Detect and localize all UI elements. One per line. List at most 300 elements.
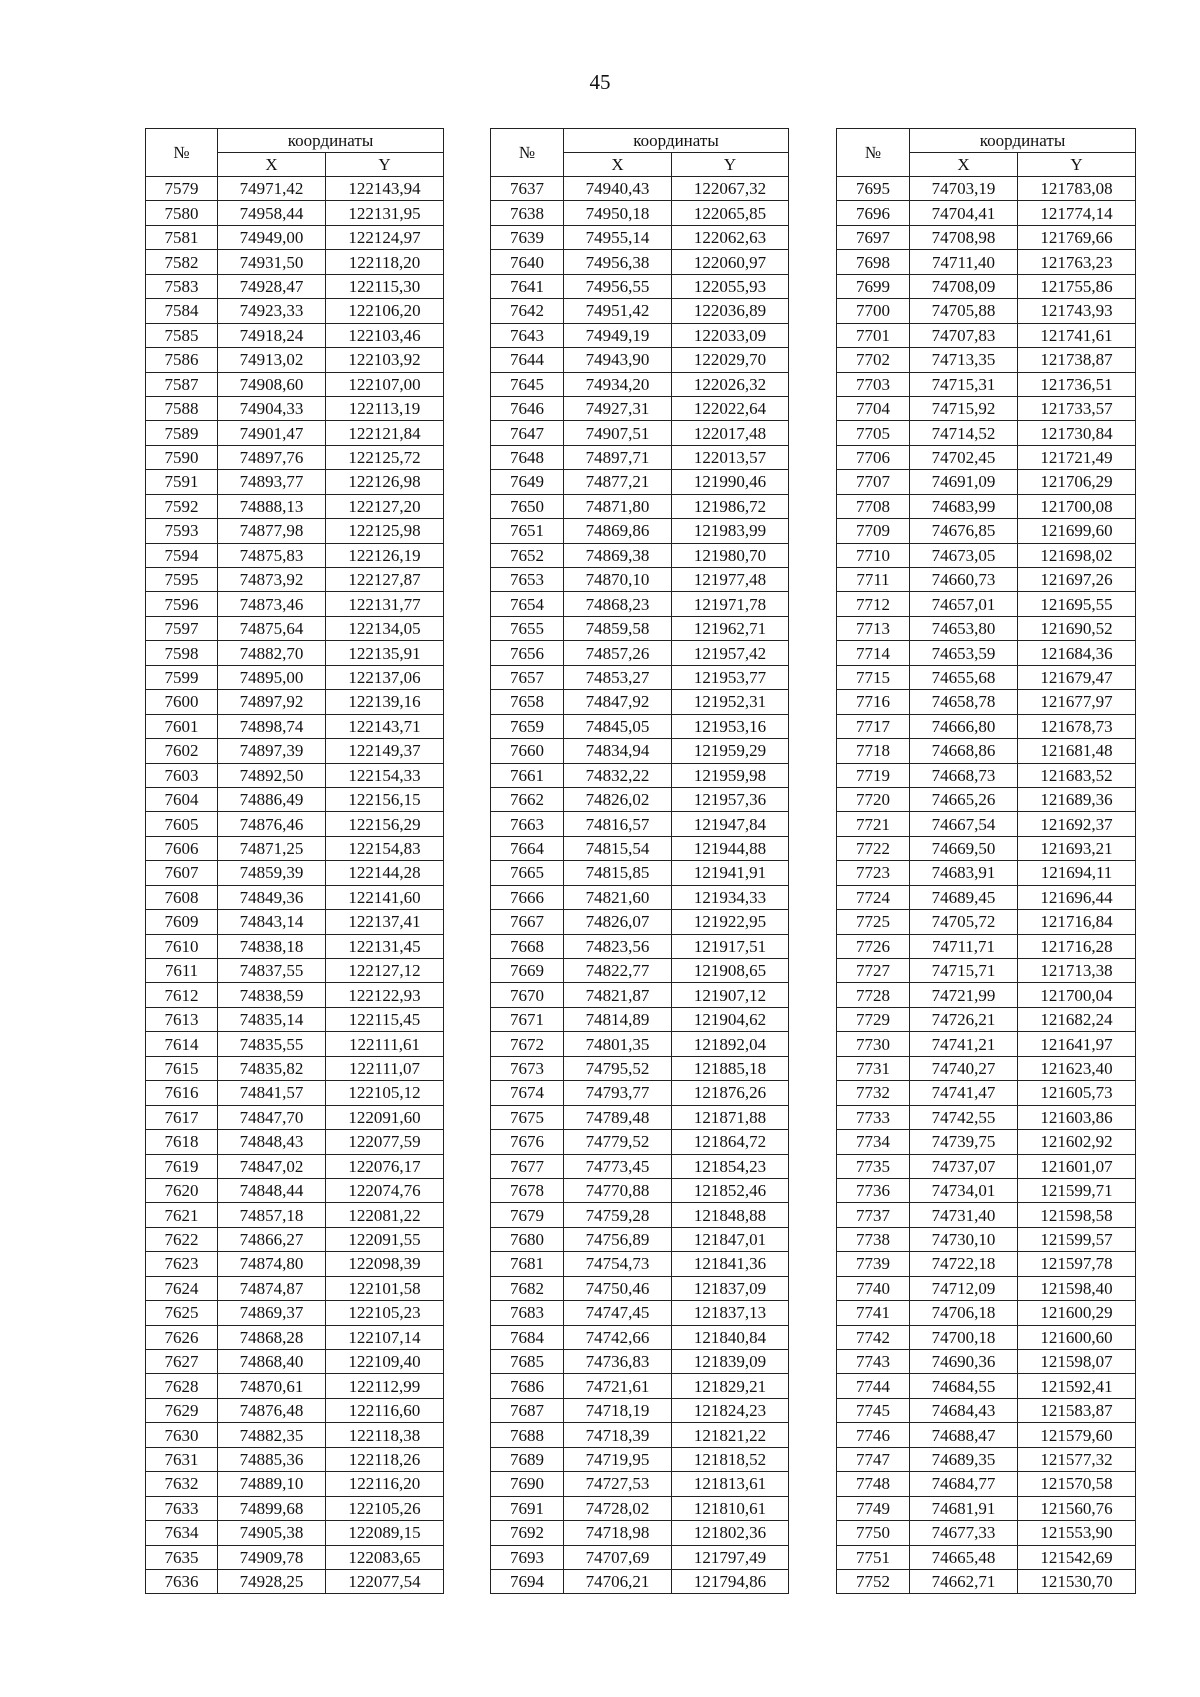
point-number-cell: 7718 [837,739,910,763]
point-number-cell: 7649 [491,470,564,494]
table-row [146,1081,444,1105]
table-row [491,763,789,787]
y-coordinate-cell: 121698,02 [1018,543,1136,567]
table-row [491,1545,789,1569]
x-coordinate-cell: 74951,42 [564,299,672,323]
x-coordinate-cell: 74702,45 [910,445,1018,469]
point-number-cell: 7714 [837,641,910,665]
y-coordinate-cell: 121837,09 [672,1276,789,1300]
table-row [146,348,444,372]
x-coordinate-cell: 74859,39 [218,861,326,885]
point-number-cell: 7743 [837,1350,910,1374]
x-coordinate-cell: 74719,95 [564,1447,672,1471]
table-row [837,1130,1136,1154]
y-coordinate-cell: 122036,89 [672,299,789,323]
x-coordinate-cell: 74653,59 [910,641,1018,665]
point-number-cell: 7638 [491,201,564,225]
table-row [146,616,444,640]
table-row [491,739,789,763]
y-coordinate-cell: 122137,41 [326,910,444,934]
table-row [491,1105,789,1129]
x-coordinate-cell: 74897,92 [218,690,326,714]
y-coordinate-cell: 121682,24 [1018,1007,1136,1031]
y-coordinate-cell: 121598,07 [1018,1350,1136,1374]
table-row [491,299,789,323]
y-coordinate-cell: 121738,87 [1018,348,1136,372]
table-row [491,1350,789,1374]
table-row [146,543,444,567]
y-coordinate-cell: 121542,69 [1018,1545,1136,1569]
x-coordinate-cell: 74904,33 [218,396,326,420]
x-coordinate-cell: 74676,85 [910,519,1018,543]
table-row [837,225,1136,249]
point-number-cell: 7604 [146,787,218,811]
point-number-cell: 7724 [837,885,910,909]
x-coordinate-cell: 74908,60 [218,372,326,396]
table-row [491,1276,789,1300]
point-number-cell: 7623 [146,1252,218,1276]
point-number-cell: 7747 [837,1447,910,1471]
x-coordinate-cell: 74741,21 [910,1032,1018,1056]
x-coordinate-cell: 74869,86 [564,519,672,543]
x-coordinate-cell: 74949,19 [564,323,672,347]
x-coordinate-cell: 74835,55 [218,1032,326,1056]
table-row [146,1545,444,1569]
x-coordinate-cell: 74770,88 [564,1178,672,1202]
y-coordinate-cell: 122139,16 [326,690,444,714]
point-number-cell: 7691 [491,1496,564,1520]
y-coordinate-cell: 121986,72 [672,494,789,518]
x-coordinate-cell: 74874,80 [218,1252,326,1276]
y-coordinate-cell: 121683,52 [1018,763,1136,787]
table-row [146,812,444,836]
point-number-cell: 7672 [491,1032,564,1056]
x-coordinate-cell: 74669,50 [910,836,1018,860]
x-coordinate-cell: 74665,26 [910,787,1018,811]
point-number-cell: 7594 [146,543,218,567]
y-coordinate-cell: 122111,61 [326,1032,444,1056]
y-coordinate-cell: 122083,65 [326,1545,444,1569]
x-coordinate-cell: 74657,01 [910,592,1018,616]
point-number-cell: 7599 [146,665,218,689]
point-number-cell: 7750 [837,1521,910,1545]
y-coordinate-cell: 121716,84 [1018,910,1136,934]
y-coordinate-cell: 122156,29 [326,812,444,836]
y-coordinate-cell: 121953,77 [672,665,789,689]
y-coordinate-cell: 122126,98 [326,470,444,494]
y-coordinate-cell: 121962,71 [672,616,789,640]
table-header [837,129,1136,177]
point-number-cell: 7639 [491,225,564,249]
y-coordinate-cell: 122154,33 [326,763,444,787]
x-coordinate-cell: 74847,02 [218,1154,326,1178]
x-coordinate-cell: 74907,51 [564,421,672,445]
y-coordinate-cell: 122081,22 [326,1203,444,1227]
y-coordinate-cell: 121818,52 [672,1447,789,1471]
point-number-cell: 7723 [837,861,910,885]
x-coordinate-cell: 74958,44 [218,201,326,225]
y-coordinate-cell: 122131,45 [326,934,444,958]
point-number-cell: 7678 [491,1178,564,1202]
table-row [146,1423,444,1447]
table-row [837,1325,1136,1349]
table-row [146,1521,444,1545]
x-coordinate-cell: 74885,36 [218,1447,326,1471]
table-row [491,910,789,934]
point-number-cell: 7662 [491,787,564,811]
x-coordinate-cell: 74871,25 [218,836,326,860]
x-coordinate-cell: 74665,48 [910,1545,1018,1569]
y-coordinate-cell: 121600,29 [1018,1301,1136,1325]
y-coordinate-cell: 122137,06 [326,665,444,689]
point-number-cell: 7658 [491,690,564,714]
x-coordinate-cell: 74681,91 [910,1496,1018,1520]
x-coordinate-cell: 74848,44 [218,1178,326,1202]
table-row [491,421,789,445]
x-coordinate-cell: 74821,60 [564,885,672,909]
point-number-cell: 7716 [837,690,910,714]
point-number-cell: 7614 [146,1032,218,1056]
table-row [491,959,789,983]
point-number-cell: 7592 [146,494,218,518]
table-row [837,836,1136,860]
table-row [837,1227,1136,1251]
coordinates-table-3 [836,128,1136,1594]
table-row [146,885,444,909]
table-body [146,177,444,1594]
y-coordinate-cell: 121957,42 [672,641,789,665]
y-coordinate-cell: 122144,28 [326,861,444,885]
x-coordinate-cell: 74835,14 [218,1007,326,1031]
y-coordinate-cell: 121713,38 [1018,959,1136,983]
point-number-cell: 7730 [837,1032,910,1056]
y-coordinate-cell: 121689,36 [1018,787,1136,811]
point-number-cell: 7674 [491,1081,564,1105]
y-coordinate-cell: 122089,15 [326,1521,444,1545]
x-coordinate-cell: 74741,47 [910,1081,1018,1105]
y-coordinate-cell: 121583,87 [1018,1398,1136,1422]
point-number-cell: 7580 [146,201,218,225]
x-coordinate-cell: 74826,07 [564,910,672,934]
x-column-header: X [910,153,1018,177]
y-coordinate-cell: 121530,70 [1018,1569,1136,1593]
y-coordinate-cell: 122143,71 [326,714,444,738]
table-row [146,1056,444,1080]
table-row [146,739,444,763]
y-coordinate-cell: 121641,97 [1018,1032,1136,1056]
point-number-cell: 7694 [491,1569,564,1593]
table-row [491,1301,789,1325]
point-number-cell: 7608 [146,885,218,909]
table-row [491,1496,789,1520]
table-row [491,1521,789,1545]
table-row [837,519,1136,543]
point-number-cell: 7711 [837,568,910,592]
x-coordinate-cell: 74706,18 [910,1301,1018,1325]
point-number-cell: 7679 [491,1203,564,1227]
x-coordinate-cell: 74816,57 [564,812,672,836]
x-coordinate-cell: 74826,02 [564,787,672,811]
point-number-cell: 7610 [146,934,218,958]
x-coordinate-cell: 74722,18 [910,1252,1018,1276]
point-number-cell: 7663 [491,812,564,836]
point-number-cell: 7644 [491,348,564,372]
x-coordinate-cell: 74949,00 [218,225,326,249]
y-coordinate-cell: 121802,36 [672,1521,789,1545]
y-coordinate-cell: 122154,83 [326,836,444,860]
table-row [146,1203,444,1227]
coordinates-table-2 [490,128,789,1594]
point-number-cell: 7732 [837,1081,910,1105]
x-coordinate-cell: 74795,52 [564,1056,672,1080]
table-row [837,494,1136,518]
table-row [491,1374,789,1398]
y-coordinate-cell: 121841,36 [672,1252,789,1276]
table-row [491,543,789,567]
x-coordinate-cell: 74847,92 [564,690,672,714]
y-coordinate-cell: 121797,49 [672,1545,789,1569]
y-coordinate-cell: 121959,98 [672,763,789,787]
point-number-cell: 7629 [146,1398,218,1422]
point-number-cell: 7705 [837,421,910,445]
table-row [146,641,444,665]
table-row [491,1007,789,1031]
x-coordinate-cell: 74874,87 [218,1276,326,1300]
point-number-cell: 7656 [491,641,564,665]
y-coordinate-cell: 121741,61 [1018,323,1136,347]
table-row [491,1569,789,1593]
point-number-cell: 7704 [837,396,910,420]
table-row [837,1056,1136,1080]
x-coordinate-cell: 74849,36 [218,885,326,909]
point-number-cell: 7582 [146,250,218,274]
table-row [146,372,444,396]
x-coordinate-cell: 74882,35 [218,1423,326,1447]
y-coordinate-cell: 121605,73 [1018,1081,1136,1105]
point-number-cell: 7645 [491,372,564,396]
table-row [491,787,789,811]
y-coordinate-cell: 121681,48 [1018,739,1136,763]
point-number-cell: 7722 [837,836,910,860]
table-row [146,934,444,958]
y-coordinate-cell: 121952,31 [672,690,789,714]
x-coordinate-cell: 74928,25 [218,1569,326,1593]
table-row [146,714,444,738]
x-coordinate-cell: 74756,89 [564,1227,672,1251]
point-number-cell: 7667 [491,910,564,934]
y-coordinate-cell: 122077,59 [326,1130,444,1154]
point-number-cell: 7668 [491,934,564,958]
point-number-cell: 7751 [837,1545,910,1569]
table-row [491,1056,789,1080]
table-row [146,1447,444,1471]
table-row [491,1081,789,1105]
x-coordinate-cell: 74711,71 [910,934,1018,958]
table-row [146,1130,444,1154]
x-coordinate-cell: 74875,83 [218,543,326,567]
y-coordinate-cell: 121840,84 [672,1325,789,1349]
x-coordinate-cell: 74927,31 [564,396,672,420]
table-row [491,1325,789,1349]
x-coordinate-cell: 74822,77 [564,959,672,983]
header-row [146,129,444,153]
number-column-header: № [837,129,910,177]
y-coordinate-cell: 122122,93 [326,983,444,1007]
point-number-cell: 7719 [837,763,910,787]
point-number-cell: 7707 [837,470,910,494]
y-coordinate-cell: 121598,58 [1018,1203,1136,1227]
point-number-cell: 7740 [837,1276,910,1300]
point-number-cell: 7660 [491,739,564,763]
y-coordinate-cell: 122111,07 [326,1056,444,1080]
point-number-cell: 7695 [837,177,910,201]
x-coordinate-cell: 74667,54 [910,812,1018,836]
point-number-cell: 7735 [837,1154,910,1178]
table-row [837,763,1136,787]
x-coordinate-cell: 74897,39 [218,739,326,763]
x-coordinate-cell: 74821,87 [564,983,672,1007]
x-coordinate-cell: 74739,75 [910,1130,1018,1154]
y-coordinate-cell: 121852,46 [672,1178,789,1202]
point-number-cell: 7588 [146,396,218,420]
y-coordinate-cell: 121716,28 [1018,934,1136,958]
y-coordinate-cell: 121755,86 [1018,274,1136,298]
y-coordinate-cell: 122029,70 [672,348,789,372]
y-coordinate-cell: 121848,88 [672,1203,789,1227]
x-coordinate-cell: 74689,35 [910,1447,1018,1471]
x-coordinate-cell: 74662,71 [910,1569,1018,1593]
point-number-cell: 7690 [491,1472,564,1496]
x-coordinate-cell: 74728,02 [564,1496,672,1520]
point-number-cell: 7666 [491,885,564,909]
table-row [837,1545,1136,1569]
x-coordinate-cell: 74684,77 [910,1472,1018,1496]
y-coordinate-cell: 122022,64 [672,396,789,420]
point-number-cell: 7700 [837,299,910,323]
y-coordinate-cell: 121990,46 [672,470,789,494]
point-number-cell: 7642 [491,299,564,323]
table-row [146,250,444,274]
table-row [146,201,444,225]
y-coordinate-cell: 122077,54 [326,1569,444,1593]
x-coordinate-cell: 74747,45 [564,1301,672,1325]
y-coordinate-cell: 122141,60 [326,885,444,909]
point-number-cell: 7628 [146,1374,218,1398]
x-coordinate-cell: 74873,46 [218,592,326,616]
x-coordinate-cell: 74823,56 [564,934,672,958]
x-coordinate-cell: 74857,18 [218,1203,326,1227]
point-number-cell: 7605 [146,812,218,836]
table-row [837,372,1136,396]
point-number-cell: 7739 [837,1252,910,1276]
table-row [837,445,1136,469]
x-coordinate-cell: 74857,26 [564,641,672,665]
table-row [837,739,1136,763]
x-coordinate-cell: 74931,50 [218,250,326,274]
table-body [837,177,1136,1594]
table-row [837,1154,1136,1178]
x-coordinate-cell: 74718,19 [564,1398,672,1422]
x-coordinate-cell: 74715,71 [910,959,1018,983]
table-row [837,543,1136,567]
point-number-cell: 7600 [146,690,218,714]
y-coordinate-cell: 121917,51 [672,934,789,958]
table-row [837,1007,1136,1031]
table-row [837,1398,1136,1422]
y-coordinate-cell: 121904,62 [672,1007,789,1031]
table-row [146,225,444,249]
y-coordinate-cell: 121599,57 [1018,1227,1136,1251]
table-row [491,519,789,543]
table-row [146,1374,444,1398]
x-coordinate-cell: 74707,83 [910,323,1018,347]
x-coordinate-cell: 74789,48 [564,1105,672,1129]
point-number-cell: 7683 [491,1301,564,1325]
x-coordinate-cell: 74731,40 [910,1203,1018,1227]
y-coordinate-cell: 122125,98 [326,519,444,543]
x-coordinate-cell: 74740,27 [910,1056,1018,1080]
y-coordinate-cell: 122067,32 [672,177,789,201]
y-coordinate-cell: 122017,48 [672,421,789,445]
y-coordinate-cell: 122106,20 [326,299,444,323]
y-coordinate-cell: 121684,36 [1018,641,1136,665]
x-coordinate-cell: 74801,35 [564,1032,672,1056]
y-coordinate-cell: 121733,57 [1018,396,1136,420]
x-coordinate-cell: 74737,07 [910,1154,1018,1178]
table-row [146,1105,444,1129]
table-row [837,812,1136,836]
y-coordinate-cell: 121597,78 [1018,1252,1136,1276]
y-coordinate-cell: 121794,86 [672,1569,789,1593]
point-number-cell: 7612 [146,983,218,1007]
point-number-cell: 7661 [491,763,564,787]
y-coordinate-cell: 121934,33 [672,885,789,909]
table-header [146,129,444,177]
x-coordinate-cell: 74871,80 [564,494,672,518]
y-coordinate-cell: 122116,60 [326,1398,444,1422]
y-coordinate-cell: 122055,93 [672,274,789,298]
table-row [837,616,1136,640]
x-coordinate-cell: 74869,38 [564,543,672,567]
x-coordinate-cell: 74684,55 [910,1374,1018,1398]
point-number-cell: 7598 [146,641,218,665]
x-coordinate-cell: 74708,09 [910,274,1018,298]
y-coordinate-cell: 121730,84 [1018,421,1136,445]
x-coordinate-cell: 74940,43 [564,177,672,201]
point-number-cell: 7613 [146,1007,218,1031]
y-coordinate-cell: 121570,58 [1018,1472,1136,1496]
table-row [146,665,444,689]
table-row [837,470,1136,494]
point-number-cell: 7596 [146,592,218,616]
y-coordinate-cell: 121885,18 [672,1056,789,1080]
table-row [146,690,444,714]
table-row [837,250,1136,274]
point-number-cell: 7731 [837,1056,910,1080]
x-coordinate-cell: 74843,14 [218,910,326,934]
table-row [837,1081,1136,1105]
point-number-cell: 7681 [491,1252,564,1276]
table-row [146,323,444,347]
x-coordinate-cell: 74750,46 [564,1276,672,1300]
point-number-cell: 7634 [146,1521,218,1545]
x-coordinate-cell: 74869,37 [218,1301,326,1325]
x-coordinate-cell: 74779,52 [564,1130,672,1154]
y-coordinate-cell: 121579,60 [1018,1423,1136,1447]
table-row [491,445,789,469]
point-number-cell: 7591 [146,470,218,494]
point-number-cell: 7717 [837,714,910,738]
